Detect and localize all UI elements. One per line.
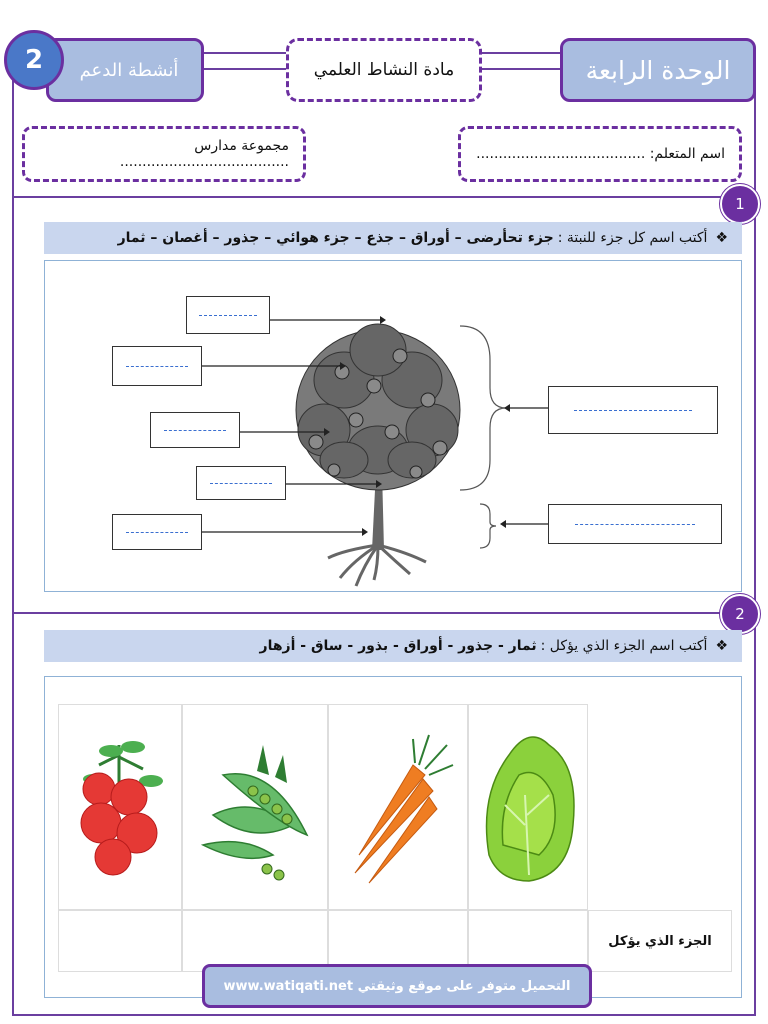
support-activities-title: أنشطة الدعم [46,38,204,102]
instruction-text: أكتب اسم الجزء الذي يؤكل : [540,638,708,654]
edible-part-row-label: الجزء الذي يؤكل [588,910,732,972]
answer-cell-carrots[interactable] [328,910,468,972]
word-bank: ثمار - جذور - أوراق - بذور - ساق - أزهار [259,638,537,654]
carrots-icon [329,705,467,909]
school-group-field[interactable]: مجموعة مدارس ...................................... [22,126,306,182]
section-divider [12,612,722,614]
plant-label-box[interactable] [186,296,270,334]
sheet-number-badge: 2 [4,30,64,90]
roots-shape [328,545,426,586]
section-1-number: 1 [720,184,760,224]
unit-title: الوحدة الرابعة [560,38,756,102]
word-bank: جزء تحأرضى – أوراق – جذع – جزء هوائي – جذور – أغصان – ثمار [117,230,554,246]
bullet-icon: ❖ [715,230,728,246]
section-2-instruction [44,630,742,662]
answer-cell-lettuce[interactable] [468,910,588,972]
leaves-shape [296,324,460,490]
section-divider [12,196,722,198]
peas-cell [182,704,328,910]
section-1-instruction [44,222,742,254]
plant-label-box[interactable] [548,504,722,544]
answer-cell-peas[interactable] [182,910,328,972]
plant-label-box[interactable] [150,412,240,448]
header-connector [200,68,290,70]
plant-label-box[interactable] [112,514,202,550]
header-connector [480,68,564,70]
carrots-cell [328,704,468,910]
plant-label-box[interactable] [112,346,202,386]
lettuce-cell [468,704,588,910]
instruction-text: أكتب اسم كل جزء للنبتة : [557,230,708,246]
plant-label-box[interactable] [196,466,286,500]
answer-cell-tomato[interactable] [58,910,182,972]
subject-title: مادة النشاط العلمي [286,38,482,102]
tomato-icon [59,705,181,909]
learner-name-field[interactable]: اسم المتعلم: ...................................... [458,126,742,182]
footer-download-note[interactable]: التحميل متوفر على موقع وثيقتي www.watiqati.net [202,964,592,1008]
section-2-number: 2 [720,594,760,634]
plant-label-box[interactable] [548,386,718,434]
lettuce-icon [469,705,587,909]
peas-icon [183,705,327,909]
bullet-icon: ❖ [715,638,728,654]
tomato-cell [58,704,182,910]
